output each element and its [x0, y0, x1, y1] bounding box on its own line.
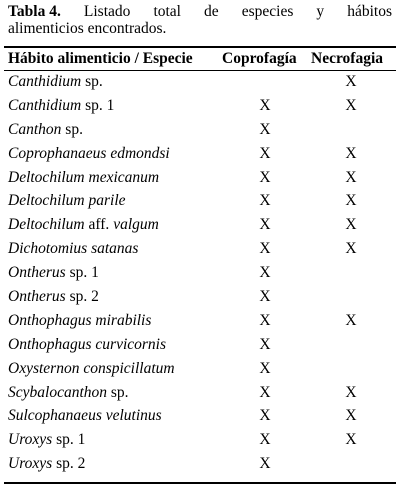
species-name — [8, 455, 85, 473]
species-name — [8, 288, 99, 306]
table-row — [0, 263, 400, 287]
coprofagia-mark: X — [259, 455, 271, 473]
table-row — [0, 335, 400, 359]
caption-word: Listado — [83, 3, 131, 20]
table-row — [0, 168, 400, 192]
coprofagia-mark: X — [259, 120, 271, 138]
coprofagia-mark: X — [259, 288, 271, 306]
species-italic: Deltochilum mexicanum — [8, 168, 160, 186]
necrofagia-mark: X — [345, 216, 357, 234]
species-name — [8, 240, 138, 258]
necrofagia-mark: X — [345, 240, 357, 258]
species-suffix: sp. 2 — [65, 288, 99, 306]
caption-word: hábitos — [347, 3, 392, 20]
header-species: Hábito alimenticio / Especie — [8, 50, 193, 67]
table-row — [0, 191, 400, 215]
table-row — [0, 311, 400, 335]
species-suffix: sp. — [61, 120, 83, 138]
species-italic: Canthidium — [8, 73, 82, 90]
species-italic: Deltochilum — [8, 216, 85, 234]
caption-line-1 — [8, 3, 392, 20]
coprofagia-mark: X — [259, 144, 271, 162]
species-italic: Ontherus — [8, 288, 66, 306]
species-italic: Ontherus — [8, 264, 66, 282]
coprofagia-mark: X — [259, 264, 271, 282]
caption-word: especies — [241, 3, 294, 20]
table-row — [0, 454, 400, 478]
coprofagia-mark: X — [259, 192, 271, 210]
coprofagia-mark: X — [259, 216, 271, 234]
caption-word: de — [204, 3, 219, 20]
species-suffix: sp. 1 — [81, 96, 115, 114]
species-suffix: sp. — [107, 383, 129, 401]
table-row — [0, 96, 400, 120]
species-name — [8, 384, 129, 402]
species-italic: Uroxys — [8, 455, 53, 473]
table-row — [0, 406, 400, 430]
table-row — [0, 383, 400, 407]
caption-line-2: alimenticios encontrados. — [8, 20, 167, 37]
coprofagia-mark: X — [259, 407, 271, 425]
species-name — [8, 121, 83, 139]
caption-label: Tabla 4. — [8, 3, 61, 20]
species-italic: Onthophagus mirabilis — [8, 311, 152, 329]
coprofagia-mark: X — [259, 96, 271, 114]
table-caption — [8, 3, 392, 37]
species-italic: Sulcophanaeus velutinus — [8, 407, 162, 425]
species-italic: Oxysternon conspicillatum — [8, 359, 175, 377]
necrofagia-mark: X — [345, 73, 357, 90]
necrofagia-mark: X — [345, 407, 357, 425]
coprofagia-mark: X — [259, 168, 271, 186]
species-epithet: valgum — [113, 216, 159, 234]
table-row — [0, 430, 400, 454]
species-name — [8, 145, 170, 163]
species-name — [8, 169, 159, 187]
species-name — [8, 312, 151, 330]
header-necrofagia: Necrofagia — [311, 50, 384, 67]
species-suffix: sp. 2 — [52, 455, 86, 473]
table-top-rule — [4, 46, 396, 48]
species-name — [8, 407, 162, 425]
table-bottom-rule — [4, 482, 396, 484]
species-name — [8, 97, 114, 115]
necrofagia-mark: X — [345, 311, 357, 329]
species-italic: Canthidium — [8, 96, 82, 114]
coprofagia-mark: X — [259, 240, 271, 258]
species-name — [8, 360, 175, 378]
species-name — [8, 336, 166, 354]
species-suffix: aff. — [84, 216, 114, 234]
header-coprofagia: Coprofagía — [222, 50, 297, 67]
species-suffix: sp. — [81, 73, 103, 90]
caption-word: y — [316, 3, 325, 20]
species-italic: Scybalocanthon — [8, 383, 108, 401]
coprofagia-mark: X — [259, 311, 271, 329]
table-row — [0, 215, 400, 239]
necrofagia-mark: X — [345, 431, 357, 449]
necrofagia-mark: X — [345, 192, 357, 210]
species-italic: Onthophagus curvicornis — [8, 335, 167, 353]
table-row — [0, 287, 400, 311]
species-name — [8, 192, 126, 210]
caption-word: total — [153, 3, 181, 20]
coprofagia-mark: X — [259, 335, 271, 353]
necrofagia-mark: X — [345, 144, 357, 162]
coprofagia-mark: X — [259, 383, 271, 401]
species-name — [8, 431, 85, 449]
species-italic: Deltochilum parile — [8, 192, 126, 210]
species-italic: Uroxys — [8, 431, 53, 449]
table-row — [0, 144, 400, 168]
table-row — [0, 359, 400, 383]
species-name — [8, 264, 99, 282]
table-row — [0, 120, 400, 144]
species-suffix: sp. 1 — [65, 264, 99, 282]
species-name — [8, 216, 159, 234]
coprofagia-mark: X — [259, 431, 271, 449]
header-rule — [4, 70, 396, 71]
table-row — [0, 239, 400, 263]
species-italic: Canthon — [8, 120, 62, 138]
species-italic: Coprophanaeus edmondsi — [8, 144, 170, 162]
table-row — [0, 72, 400, 96]
necrofagia-mark: X — [345, 96, 357, 114]
species-name — [8, 73, 103, 91]
table-body — [0, 72, 400, 478]
coprofagia-mark: X — [259, 359, 271, 377]
species-suffix: sp. 1 — [52, 431, 86, 449]
necrofagia-mark: X — [345, 168, 357, 186]
species-italic: Dichotomius satanas — [8, 240, 139, 258]
necrofagia-mark: X — [345, 383, 357, 401]
